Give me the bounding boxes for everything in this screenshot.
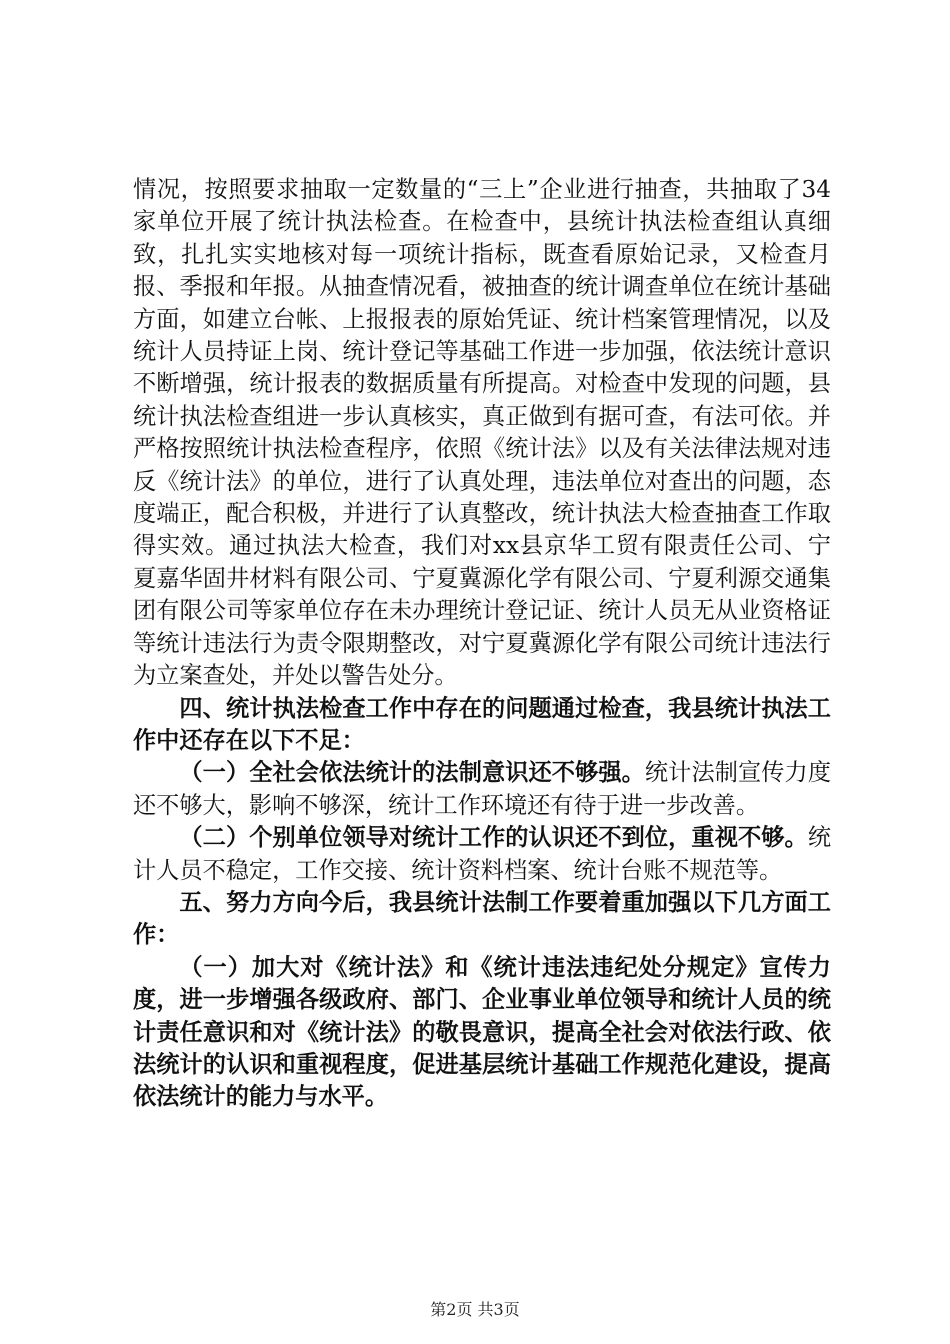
item-5-1: （一）加大对《统计法》和《统计违法违纪处分规定》宣传力度，进一步增强各级政府、部门、企业事业单位领导和统计人员的统计责任意识和对《统计法》的敬畏意识，提高全社会对依法行政、依法统计的认识和重视程度，促进基层统计基础工作规范化建设，提高依法统计的能力与水平。 [133, 953, 831, 1111]
paragraph-inspection-results: 情况，按照要求抽取一定数量的“三上”企业进行抽查，共抽取了34家单位开展了统计执法检查。在检查中，县统计执法检查组认真细致，扎扎实实地核对每一项统计指标，既查看原始记录，又检查月报、季报和年报。从抽查情况看，被抽查的统计调查单位在统计基础方面，如建立台帐、上报报表的原始凭证、统计档案管理情况，以及统计人员持证上岗、统计登记等基础工作进一步加强，依法统计意识不断增强，统计报表的数据质量有所提高。对检查中发现的问题，县统计执法检查组进一步认真核实，真正做到有据可查，有法可依。并严格按照统计执法检查程序，依照《统计法》以及有关法律法规对违反《统计法》的单位，进行了认真处理，违法单位对查出的问题，态度端正，配合积极，并进行了认真整改，统计执法大检查抽查工作取得实效。通过执法大检查，我们对xx县京华工贸有限责任公司、宁夏嘉华固井材料有限公司、宁夏冀源化学有限公司、宁夏利源交通集团有限公司等家单位存在未办理统计登记证、统计人员无从业资格证等统计违法行为责令限期整改，对宁夏冀源化学有限公司统计违法行为立案查处，并处以警告处分。 [133, 176, 831, 690]
item-4-2-text: 统计人员不稳定，工作交接、统计资料档案、统计台账不规范等。 [133, 824, 831, 884]
item-4-2 [133, 822, 831, 887]
page-footer: 第2页 共3页 [430, 1300, 520, 1319]
document-body [133, 174, 831, 1114]
item-4-1 [133, 757, 831, 822]
section-5-heading: 五、努力方向今后，我县统计法制工作要着重加强以下几方面工作： [133, 888, 831, 949]
item-4-1-title: （一）全社会依法统计的法制意识还不够强。 [179, 759, 645, 787]
item-4-2-title: （二）个别单位领导对统计工作的认识还不到位，重视不够。 [179, 824, 808, 852]
item-4-1-text: 统计法制宣传力度还不够大，影响不够深，统计工作环境还有待于进一步改善。 [133, 759, 832, 819]
section-4-heading: 四、统计执法检查工作中存在的问题通过检查，我县统计执法工作中还存在以下不足： [133, 694, 831, 754]
